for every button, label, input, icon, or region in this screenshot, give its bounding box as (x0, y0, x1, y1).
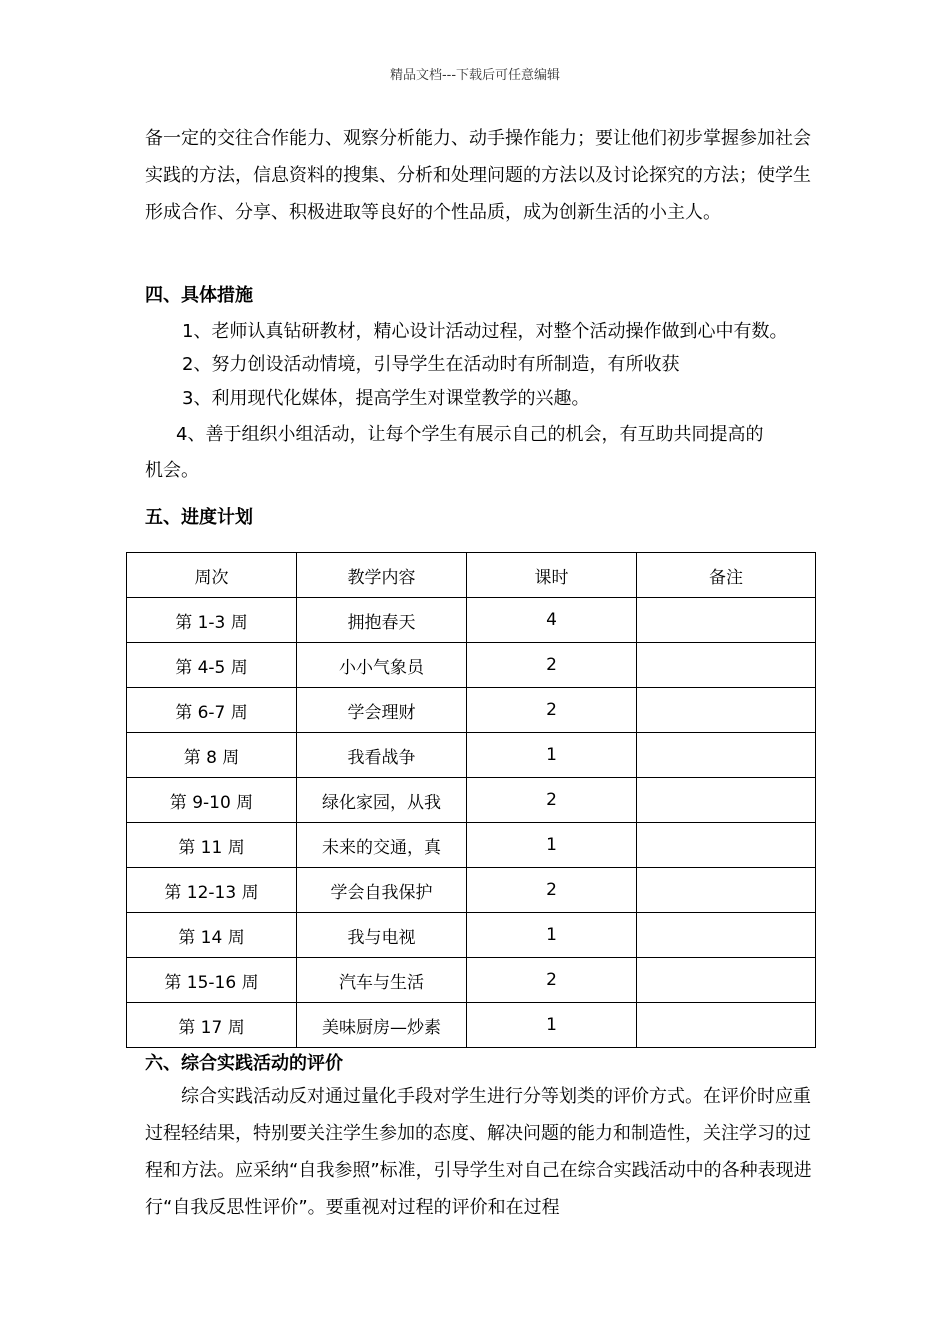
table-header-row (127, 553, 816, 598)
cell-notes (637, 643, 816, 688)
cell-hours: 1 (467, 1003, 637, 1048)
cell-content: 我看战争 (297, 733, 467, 778)
cell-hours: 2 (467, 643, 637, 688)
evaluation-paragraph: 综合实践活动反对通过量化手段对学生进行分等划类的评价方式。在评价时应重过程轻结果，特别要关注学生参加的态度、解决问题的能力和制造性，关注学习的过程和方法。应采纳“自我参照”标准，引导学生对自己在综合实践活动中的各种表现进行“自我反思性评价”。要重视对过程的评价和在过程 (145, 1086, 812, 1218)
measure-item-1: 1、老师认真钻研教材，精心设计活动过程，对整个活动操作做到心中有数。 (182, 321, 788, 342)
cell-hours: 2 (467, 778, 637, 823)
table-row (127, 823, 816, 868)
table-row (127, 778, 816, 823)
cell-week: 第 12-13 周 (127, 868, 297, 913)
cell-content: 绿化家园，从我 (297, 778, 467, 823)
header-notes: 备注 (637, 553, 816, 598)
cell-notes (637, 823, 816, 868)
cell-content: 我与电视 (297, 913, 467, 958)
cell-week: 第 6-7 周 (127, 688, 297, 733)
cell-hours: 2 (467, 868, 637, 913)
measure-item-2: 2、努力创设活动情境，引导学生在活动时有所制造，有所收获 (182, 354, 680, 375)
table-row (127, 1003, 816, 1048)
table-row (127, 868, 816, 913)
header-week: 周次 (127, 553, 297, 598)
schedule-table (126, 552, 816, 1048)
cell-notes (637, 913, 816, 958)
cell-notes (637, 778, 816, 823)
section-5-heading: 五、进度计划 (145, 507, 253, 528)
table-row (127, 643, 816, 688)
cell-week: 第 14 周 (127, 913, 297, 958)
cell-week: 第 17 周 (127, 1003, 297, 1048)
section-6-heading: 六、综合实践活动的评价 (145, 1053, 343, 1074)
cell-content: 美味厨房—炒素 (297, 1003, 467, 1048)
table-row (127, 913, 816, 958)
intro-paragraph: 备一定的交往合作能力、观察分析能力、动手操作能力；要让他们初步掌握参加社会实践的方法，信息资料的搜集、分析和处理问题的方法以及讨论探究的方法；使学生形成合作、分享、积极进取等良好的个性品质，成为创新生活的小主人。 (145, 128, 811, 223)
cell-content: 汽车与生活 (297, 958, 467, 1003)
cell-week: 第 11 周 (127, 823, 297, 868)
table-row (127, 958, 816, 1003)
cell-hours: 2 (467, 688, 637, 733)
measure-item-4-continued: 机会。 (145, 460, 199, 481)
cell-content: 学会自我保护 (297, 868, 467, 913)
cell-hours: 2 (467, 958, 637, 1003)
cell-week: 第 8 周 (127, 733, 297, 778)
cell-content: 学会理财 (297, 688, 467, 733)
cell-notes (637, 868, 816, 913)
cell-hours: 1 (467, 823, 637, 868)
section-4-heading: 四、具体措施 (145, 285, 253, 306)
measure-item-4: 4、善于组织小组活动，让每个学生有展示自己的机会，有互助共同提高的 (176, 424, 764, 445)
table-row (127, 688, 816, 733)
cell-notes (637, 958, 816, 1003)
cell-notes (637, 1003, 816, 1048)
table-row (127, 598, 816, 643)
cell-content: 拥抱春天 (297, 598, 467, 643)
cell-week: 第 4-5 周 (127, 643, 297, 688)
table-row (127, 733, 816, 778)
page-header-watermark: 精品文档---下载后可任意编辑 (389, 68, 561, 83)
cell-notes (637, 688, 816, 733)
header-hours: 课时 (467, 553, 637, 598)
cell-notes (637, 733, 816, 778)
cell-notes (637, 598, 816, 643)
cell-week: 第 1-3 周 (127, 598, 297, 643)
cell-hours: 4 (467, 598, 637, 643)
cell-hours: 1 (467, 733, 637, 778)
cell-content: 未来的交通，真 (297, 823, 467, 868)
measure-item-3: 3、利用现代化媒体，提高学生对课堂教学的兴趣。 (182, 388, 590, 409)
header-content: 教学内容 (297, 553, 467, 598)
cell-content: 小小气象员 (297, 643, 467, 688)
cell-hours: 1 (467, 913, 637, 958)
cell-week: 第 15-16 周 (127, 958, 297, 1003)
cell-week: 第 9-10 周 (127, 778, 297, 823)
